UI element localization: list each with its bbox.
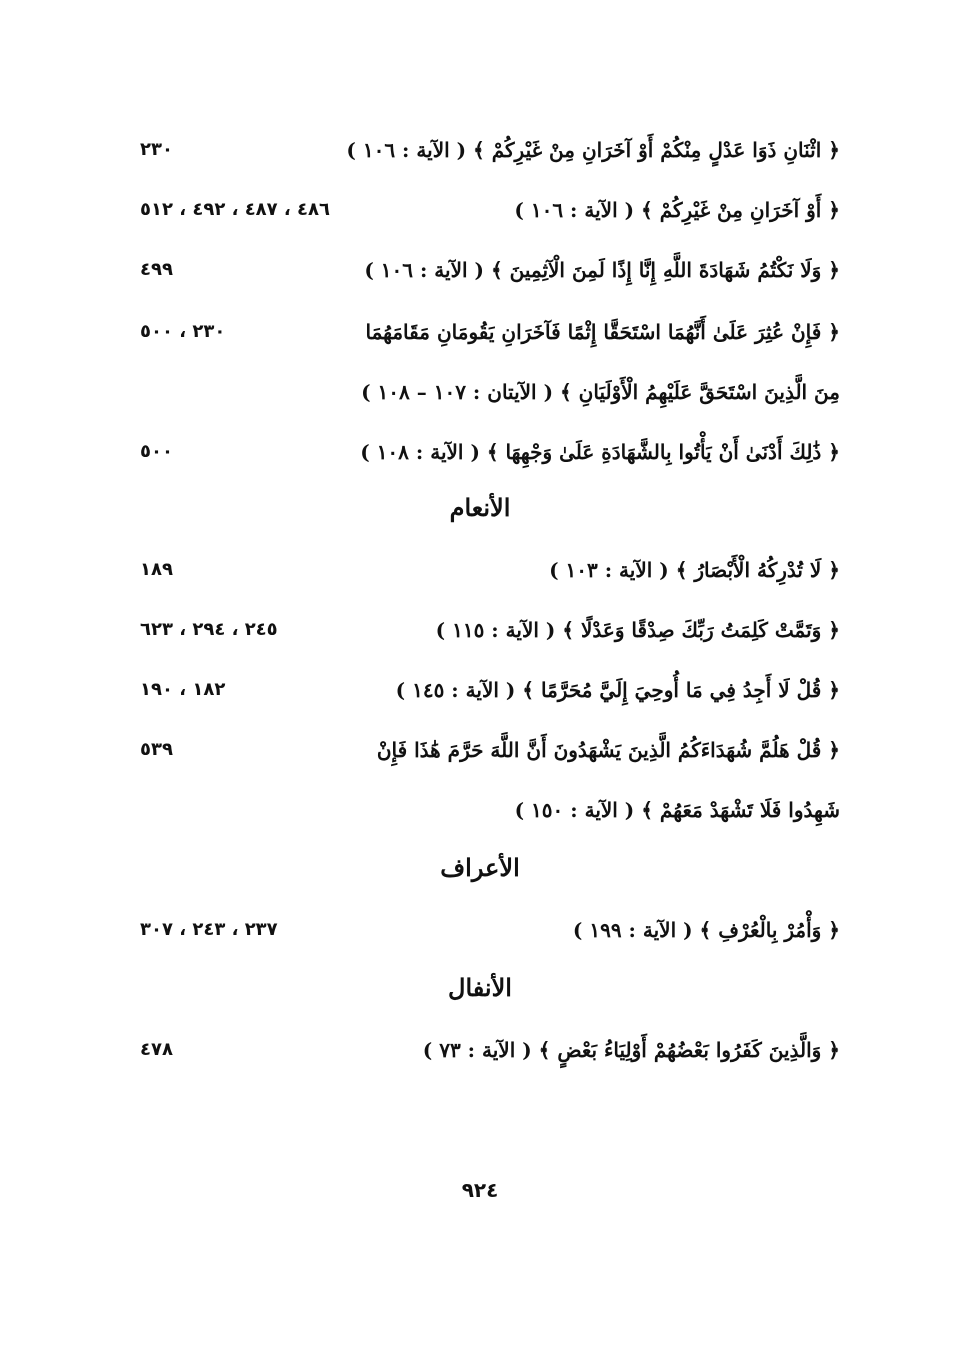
verse-text: ﴿ ذَٰلِكَ أَدْنَىٰ أَنْ يَأْتُوا بِالشَّهَادَةِ عَلَىٰ وَجْهِهَا ﴾ ( الآية : ١٠٨ ) (360, 440, 840, 464)
index-entry (120, 732, 840, 776)
verse-text: ﴿ لَا تُدْرِكُهُ الْأَبْصَارُ ﴾ ( الآية : ١٠٣ ) (549, 558, 840, 582)
index-entry (120, 912, 840, 956)
verse-continuation-line (120, 374, 840, 418)
page-references: ٢٣٠ (140, 139, 173, 160)
page-references: ١٨٩ (140, 559, 173, 580)
verse-continuation-line (120, 792, 840, 836)
surah-heading: الأنعام (449, 493, 511, 522)
surah-heading: الأعراف (440, 853, 520, 882)
index-entry (120, 1032, 840, 1076)
index-entry (120, 314, 840, 358)
index-entry (120, 132, 840, 176)
page-references: ٢٣٧ ، ٢٤٣ ، ٣٠٧ (140, 919, 278, 940)
verse-text: ﴿ قُلْ هَلُمَّ شُهَدَاءَكُمُ الَّذِينَ يَشْهَدُونَ أَنَّ اللَّهَ حَرَّمَ هَٰذَا فَإِنْ (376, 738, 840, 762)
page-references: ٥٠٠ (140, 441, 173, 462)
verse-text: ﴿ وَلَا نَكْتُمُ شَهَادَةَ اللَّهِ إِنَّا إِذًا لَمِنَ الْآثِمِينَ ﴾ ( الآية : ١٠٦ ) (364, 258, 840, 282)
page-references: ١٨٢ ، ١٩٠ (140, 679, 226, 700)
index-entry (120, 434, 840, 478)
index-entry (120, 192, 840, 236)
verse-text: ﴿ أَوْ آخَرَانِ مِنْ غَيْرِكُمْ ﴾ ( الآية : ١٠٦ ) (514, 198, 840, 222)
verse-text: ﴿ وَتَمَّتْ كَلِمَتُ رَبِّكَ صِدْقًا وَعَدْلًا ﴾ ( الآية : ١١٥ ) (435, 618, 840, 642)
verse-text: ﴿ وَالَّذِينَ كَفَرُوا بَعْضُهُمْ أَوْلِيَاءُ بَعْضٍ ﴾ ( الآية : ٧٣ ) (422, 1038, 840, 1062)
page-references: ٤٧٨ (140, 1039, 173, 1060)
page-references: ٤٩٩ (140, 259, 173, 280)
verse-text: ﴿ قُلْ لَا أَجِدُ فِي مَا أُوحِيَ إِلَيَّ مُحَرَّمًا ﴾ ( الآية : ١٤٥ ) (395, 678, 840, 702)
page-references: ٢٣٠ ، ٥٠٠ (140, 321, 226, 342)
page-references: ٥٣٩ (140, 739, 173, 760)
verse-continuation: شَهِدُوا فَلَا تَشْهَدْ مَعَهُمْ ﴾ ( الآية : ١٥٠ ) (514, 798, 840, 822)
page-references: ٢٤٥ ، ٢٩٤ ، ٦٢٣ (140, 619, 278, 640)
index-entry (120, 672, 840, 716)
page-number: ٩٢٤ (461, 1178, 499, 1202)
page-references: ٤٨٦ ، ٤٨٧ ، ٤٩٢ ، ٥١٢ (140, 199, 330, 220)
index-entry (120, 252, 840, 296)
index-entry (120, 552, 840, 596)
verse-text: ﴿ اثْنَانِ ذَوَا عَدْلٍ مِنْكُمْ أَوْ آخَرَانِ مِنْ غَيْرِكُمْ ﴾ ( الآية : ١٠٦ ) (346, 138, 840, 162)
verse-text: ﴿ وَأْمُرْ بِالْعُرْفِ ﴾ ( الآية : ١٩٩ ) (572, 918, 840, 942)
verse-text: ﴿ فَإِنْ عُثِرَ عَلَىٰ أَنَّهُمَا اسْتَحَقَّا إِثْمًا فَآخَرَانِ يَقُومَانِ مَقَامَهُمَا (365, 320, 840, 344)
verse-continuation: مِنَ الَّذِينَ اسْتَحَقَّ عَلَيْهِمُ الْأَوْلَيَانِ ﴾ ( الآيتان : ١٠٧ – ١٠٨ ) (361, 380, 840, 404)
index-entry (120, 612, 840, 656)
surah-heading: الأنفال (448, 973, 512, 1002)
